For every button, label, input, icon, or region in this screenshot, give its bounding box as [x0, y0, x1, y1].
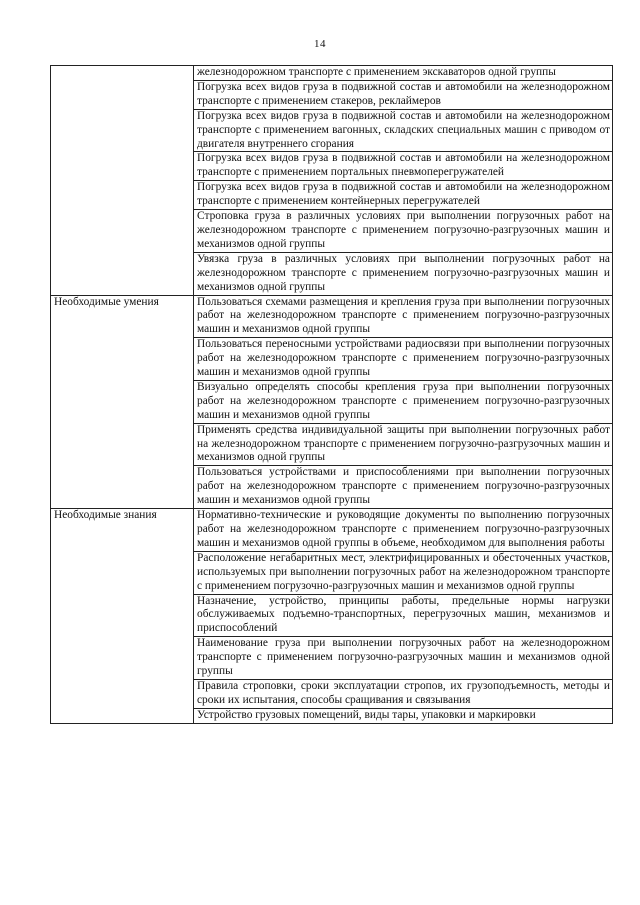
table-cell: Увязка груза в различных условиях при выполнении погрузочных работ на железнодорожном транспорте с применением погрузочно-разгрузочных машин и механизмов одной группы — [194, 252, 613, 295]
table-cell: Погрузка всех видов груза в подвижной состав и автомобили на железнодорожном транспорте с применением вагонных, складских специальных машин с приводом от двигателя внутреннего сгорания — [194, 109, 613, 152]
table-row — [51, 66, 613, 81]
table-row — [51, 295, 613, 338]
table-cell: Устройство грузовых помещений, виды тары, упаковки и маркировки — [194, 708, 613, 723]
table-cell: Строповка груза в различных условиях при выполнении погрузочных работ на железнодорожном транспорте с применением погрузочно-разгрузочных машин и механизмов одной группы — [194, 210, 613, 253]
table-cell: Визуально определять способы крепления груза при выполнении погрузочных работ на железнодорожном транспорте с применением погрузочно-разгрузочных машин и механизмов одной группы — [194, 380, 613, 423]
table-cell: Погрузка всех видов груза в подвижной состав и автомобили на железнодорожном транспорте с применением портальных пневмоперегружателей — [194, 152, 613, 181]
table-cell: Погрузка всех видов груза в подвижной состав и автомобили на железнодорожном транспорте с применением контейнерных перегружателей — [194, 181, 613, 210]
table-cell: Пользоваться устройствами и приспособлениями при выполнении погрузочных работ на железнодорожном транспорте с применением погрузочно-разгрузочных машин и механизмов одной группы — [194, 466, 613, 509]
table-cell: Нормативно-технические и руководящие документы по выполнению погрузочных работ на железнодорожном транспорте с применением погрузочно-разгрузочных машин и механизмов одной группы в объеме, необходимом для выполнения работы — [194, 509, 613, 552]
table-cell: Правила строповки, сроки эксплуатации стропов, их грузоподъемность, методы и сроки их испытания, способы сращивания и связывания — [194, 679, 613, 708]
table-cell: Расположение негабаритных мест, электрифицированных и обесточенных участков, используемых при выполнении погрузочных работ на железнодорожном транспорте с применением погрузочно-разгрузочных машин и механизмов одной группы — [194, 551, 613, 594]
section-label-knowledge: Необходимые знания — [51, 509, 194, 724]
page-number: 14 — [314, 38, 326, 50]
section-label-skills: Необходимые умения — [51, 295, 194, 509]
table-cell: Наименование груза при выполнении погрузочных работ на железнодорожном транспорте с применением погрузочно-разгрузочных машин и механизмов одной группы — [194, 637, 613, 680]
table-cell: Назначение, устройство, принципы работы, предельные нормы нагрузки обслуживаемых подъемно-транспортных, перегрузочных машин, механизмов и приспособлений — [194, 594, 613, 637]
requirements-table — [50, 65, 613, 724]
table-cell: Применять средства индивидуальной защиты при выполнении погрузочных работ на железнодорожном транспорте с применением погрузочно-разгрузочных машин и механизмов одной группы — [194, 423, 613, 466]
table-cell: Погрузка всех видов груза в подвижной состав и автомобили на железнодорожном транспорте с применением стакеров, реклаймеров — [194, 80, 613, 109]
section-label — [51, 66, 194, 296]
table-row — [51, 509, 613, 552]
table-cell: Пользоваться схемами размещения и крепления груза при выполнении погрузочных работ на железнодорожном транспорте с применением погрузочно-разгрузочных машин и механизмов одной группы — [194, 295, 613, 338]
table-cell: железнодорожном транспорте с применением экскаваторов одной группы — [194, 66, 613, 81]
table-cell: Пользоваться переносными устройствами радиосвязи при выполнении погрузочных работ на железнодорожном транспорте с применением погрузочно-разгрузочных машин и механизмов одной группы — [194, 338, 613, 381]
